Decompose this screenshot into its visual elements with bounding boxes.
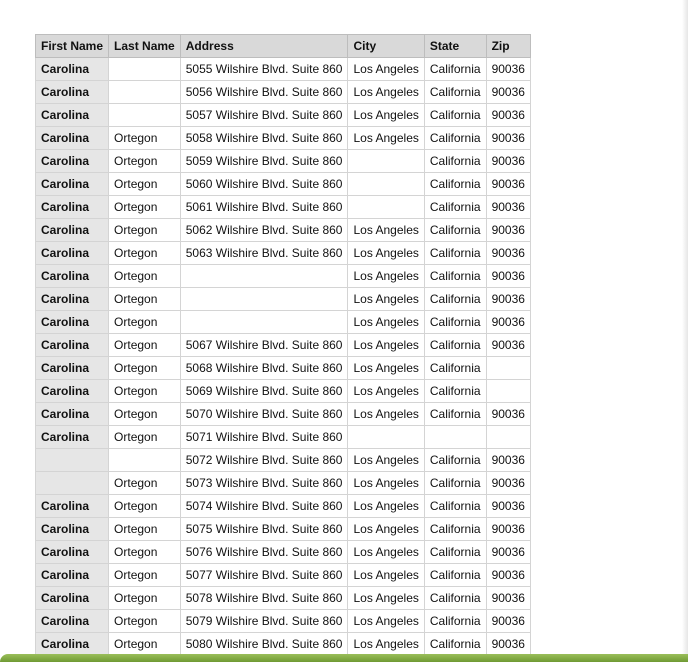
window-edge-shadow xyxy=(682,0,688,662)
last-name-cell[interactable]: Ortegon xyxy=(109,288,181,311)
address-cell[interactable]: 5072 Wilshire Blvd. Suite 860 xyxy=(180,449,348,472)
last-name-cell[interactable]: Ortegon xyxy=(109,196,181,219)
zip-cell[interactable] xyxy=(486,380,530,403)
last-name-cell[interactable] xyxy=(109,449,181,472)
table-row xyxy=(36,610,531,633)
first-name-cell[interactable]: Carolina xyxy=(36,610,109,633)
state-cell[interactable]: California xyxy=(424,380,486,403)
city-cell[interactable]: Los Angeles xyxy=(348,58,424,81)
table-body xyxy=(36,58,531,656)
zip-cell[interactable]: 90036 xyxy=(486,334,530,357)
last-name-cell[interactable]: Ortegon xyxy=(109,495,181,518)
city-cell[interactable]: Los Angeles xyxy=(348,288,424,311)
table-row xyxy=(36,518,531,541)
state-cell[interactable]: California xyxy=(424,587,486,610)
last-name-cell[interactable]: Ortegon xyxy=(109,610,181,633)
last-name-cell[interactable]: Ortegon xyxy=(109,518,181,541)
address-cell[interactable]: 5055 Wilshire Blvd. Suite 860 xyxy=(180,58,348,81)
table-row xyxy=(36,58,531,81)
city-cell[interactable]: Los Angeles xyxy=(348,495,424,518)
zip-cell[interactable]: 90036 xyxy=(486,196,530,219)
header-city[interactable]: City xyxy=(348,35,424,58)
first-name-cell[interactable]: Carolina xyxy=(36,633,109,656)
last-name-cell[interactable] xyxy=(109,104,181,127)
first-name-cell[interactable]: Carolina xyxy=(36,219,109,242)
zip-cell[interactable]: 90036 xyxy=(486,472,530,495)
state-cell[interactable]: California xyxy=(424,311,486,334)
address-cell[interactable]: 5076 Wilshire Blvd. Suite 860 xyxy=(180,541,348,564)
city-cell[interactable]: Los Angeles xyxy=(348,380,424,403)
zip-cell[interactable]: 90036 xyxy=(486,564,530,587)
table-row xyxy=(36,219,531,242)
first-name-cell[interactable]: Carolina xyxy=(36,311,109,334)
last-name-cell[interactable]: Ortegon xyxy=(109,334,181,357)
zip-cell[interactable]: 90036 xyxy=(486,311,530,334)
first-name-cell[interactable]: Carolina xyxy=(36,288,109,311)
address-cell[interactable] xyxy=(180,265,348,288)
city-cell[interactable]: Los Angeles xyxy=(348,334,424,357)
last-name-cell[interactable]: Ortegon xyxy=(109,403,181,426)
last-name-cell[interactable]: Ortegon xyxy=(109,311,181,334)
address-cell[interactable]: 5074 Wilshire Blvd. Suite 860 xyxy=(180,495,348,518)
table-row xyxy=(36,173,531,196)
last-name-cell[interactable]: Ortegon xyxy=(109,265,181,288)
header-first-name[interactable]: First Name xyxy=(36,35,109,58)
city-cell[interactable]: Los Angeles xyxy=(348,219,424,242)
zip-cell[interactable]: 90036 xyxy=(486,104,530,127)
address-cell[interactable]: 5079 Wilshire Blvd. Suite 860 xyxy=(180,610,348,633)
state-cell[interactable]: California xyxy=(424,449,486,472)
zip-cell[interactable]: 90036 xyxy=(486,518,530,541)
city-cell[interactable]: Los Angeles xyxy=(348,104,424,127)
city-cell[interactable]: Los Angeles xyxy=(348,81,424,104)
last-name-cell[interactable]: Ortegon xyxy=(109,541,181,564)
first-name-cell[interactable] xyxy=(36,449,109,472)
city-cell[interactable]: Los Angeles xyxy=(348,449,424,472)
zip-cell[interactable]: 90036 xyxy=(486,219,530,242)
state-cell[interactable]: California xyxy=(424,518,486,541)
state-cell[interactable]: California xyxy=(424,610,486,633)
address-cell[interactable]: 5075 Wilshire Blvd. Suite 860 xyxy=(180,518,348,541)
zip-cell[interactable]: 90036 xyxy=(486,81,530,104)
zip-cell[interactable]: 90036 xyxy=(486,288,530,311)
table-row xyxy=(36,357,531,380)
first-name-cell[interactable]: Carolina xyxy=(36,173,109,196)
last-name-cell[interactable]: Ortegon xyxy=(109,357,181,380)
state-cell[interactable]: California xyxy=(424,633,486,656)
table-row xyxy=(36,472,531,495)
zip-cell[interactable] xyxy=(486,426,530,449)
last-name-cell[interactable]: Ortegon xyxy=(109,633,181,656)
state-cell[interactable]: California xyxy=(424,104,486,127)
first-name-cell[interactable]: Carolina xyxy=(36,58,109,81)
address-cell[interactable]: 5058 Wilshire Blvd. Suite 860 xyxy=(180,127,348,150)
state-cell[interactable]: California xyxy=(424,472,486,495)
last-name-cell[interactable]: Ortegon xyxy=(109,564,181,587)
last-name-cell[interactable] xyxy=(109,81,181,104)
city-cell[interactable]: Los Angeles xyxy=(348,610,424,633)
state-cell[interactable]: California xyxy=(424,242,486,265)
first-name-cell[interactable]: Carolina xyxy=(36,426,109,449)
state-cell[interactable]: California xyxy=(424,288,486,311)
table-row xyxy=(36,426,531,449)
table-row xyxy=(36,334,531,357)
first-name-cell[interactable]: Carolina xyxy=(36,334,109,357)
table-row xyxy=(36,150,531,173)
table-row xyxy=(36,403,531,426)
first-name-cell[interactable]: Carolina xyxy=(36,81,109,104)
city-cell[interactable]: Los Angeles xyxy=(348,587,424,610)
city-cell[interactable]: Los Angeles xyxy=(348,633,424,656)
last-name-cell[interactable]: Ortegon xyxy=(109,380,181,403)
zip-cell[interactable]: 90036 xyxy=(486,587,530,610)
state-cell[interactable]: California xyxy=(424,564,486,587)
table-row xyxy=(36,242,531,265)
city-cell[interactable] xyxy=(348,150,424,173)
header-address[interactable]: Address xyxy=(180,35,348,58)
city-cell[interactable]: Los Angeles xyxy=(348,265,424,288)
state-cell[interactable]: California xyxy=(424,403,486,426)
address-cell[interactable]: 5067 Wilshire Blvd. Suite 860 xyxy=(180,334,348,357)
last-name-cell[interactable] xyxy=(109,58,181,81)
table-row xyxy=(36,541,531,564)
address-cell[interactable] xyxy=(180,288,348,311)
address-cell[interactable]: 5057 Wilshire Blvd. Suite 860 xyxy=(180,104,348,127)
table-row xyxy=(36,127,531,150)
first-name-cell[interactable] xyxy=(36,472,109,495)
city-cell[interactable]: Los Angeles xyxy=(348,311,424,334)
address-cell[interactable]: 5070 Wilshire Blvd. Suite 860 xyxy=(180,403,348,426)
last-name-cell[interactable]: Ortegon xyxy=(109,150,181,173)
state-cell[interactable]: California xyxy=(424,196,486,219)
state-cell[interactable]: California xyxy=(424,150,486,173)
address-cell[interactable]: 5077 Wilshire Blvd. Suite 860 xyxy=(180,564,348,587)
city-cell[interactable] xyxy=(348,426,424,449)
address-cell[interactable]: 5061 Wilshire Blvd. Suite 860 xyxy=(180,196,348,219)
first-name-cell[interactable]: Carolina xyxy=(36,518,109,541)
last-name-cell[interactable]: Ortegon xyxy=(109,127,181,150)
first-name-cell[interactable]: Carolina xyxy=(36,587,109,610)
address-cell[interactable]: 5062 Wilshire Blvd. Suite 860 xyxy=(180,219,348,242)
table-row xyxy=(36,587,531,610)
table-row xyxy=(36,265,531,288)
header-state[interactable]: State xyxy=(424,35,486,58)
first-name-cell[interactable]: Carolina xyxy=(36,196,109,219)
address-cell[interactable]: 5060 Wilshire Blvd. Suite 860 xyxy=(180,173,348,196)
last-name-cell[interactable]: Ortegon xyxy=(109,472,181,495)
first-name-cell[interactable]: Carolina xyxy=(36,564,109,587)
first-name-cell[interactable]: Carolina xyxy=(36,265,109,288)
first-name-cell[interactable]: Carolina xyxy=(36,495,109,518)
zip-cell[interactable]: 90036 xyxy=(486,173,530,196)
city-cell[interactable] xyxy=(348,173,424,196)
first-name-cell[interactable]: Carolina xyxy=(36,150,109,173)
state-cell[interactable]: California xyxy=(424,58,486,81)
city-cell[interactable]: Los Angeles xyxy=(348,541,424,564)
table-row xyxy=(36,633,531,656)
first-name-cell[interactable]: Carolina xyxy=(36,104,109,127)
address-cell[interactable] xyxy=(180,311,348,334)
city-cell[interactable]: Los Angeles xyxy=(348,127,424,150)
city-cell[interactable]: Los Angeles xyxy=(348,518,424,541)
address-cell[interactable]: 5063 Wilshire Blvd. Suite 860 xyxy=(180,242,348,265)
first-name-cell[interactable]: Carolina xyxy=(36,242,109,265)
state-cell[interactable]: California xyxy=(424,541,486,564)
city-cell[interactable]: Los Angeles xyxy=(348,472,424,495)
table-row xyxy=(36,196,531,219)
zip-cell[interactable]: 90036 xyxy=(486,58,530,81)
address-cell[interactable]: 5073 Wilshire Blvd. Suite 860 xyxy=(180,472,348,495)
address-cell[interactable]: 5078 Wilshire Blvd. Suite 860 xyxy=(180,587,348,610)
desktop-background-strip xyxy=(0,654,688,662)
state-cell[interactable]: California xyxy=(424,265,486,288)
zip-cell[interactable]: 90036 xyxy=(486,449,530,472)
first-name-cell[interactable]: Carolina xyxy=(36,541,109,564)
table-row xyxy=(36,311,531,334)
table-row xyxy=(36,495,531,518)
last-name-cell[interactable]: Ortegon xyxy=(109,173,181,196)
state-cell[interactable]: California xyxy=(424,173,486,196)
table-row xyxy=(36,564,531,587)
state-cell[interactable] xyxy=(424,426,486,449)
address-cell[interactable]: 5056 Wilshire Blvd. Suite 860 xyxy=(180,81,348,104)
header-row xyxy=(36,35,531,58)
zip-cell[interactable]: 90036 xyxy=(486,610,530,633)
zip-cell[interactable]: 90036 xyxy=(486,541,530,564)
first-name-cell[interactable]: Carolina xyxy=(36,403,109,426)
table-row xyxy=(36,449,531,472)
address-cell[interactable]: 5068 Wilshire Blvd. Suite 860 xyxy=(180,357,348,380)
header-zip[interactable]: Zip xyxy=(486,35,530,58)
last-name-cell[interactable]: Ortegon xyxy=(109,219,181,242)
first-name-cell[interactable]: Carolina xyxy=(36,380,109,403)
zip-cell[interactable]: 90036 xyxy=(486,495,530,518)
header-last-name[interactable]: Last Name xyxy=(109,35,181,58)
last-name-cell[interactable]: Ortegon xyxy=(109,426,181,449)
address-cell[interactable]: 5071 Wilshire Blvd. Suite 860 xyxy=(180,426,348,449)
address-cell[interactable]: 5059 Wilshire Blvd. Suite 860 xyxy=(180,150,348,173)
state-cell[interactable]: California xyxy=(424,334,486,357)
table-row xyxy=(36,288,531,311)
city-cell[interactable]: Los Angeles xyxy=(348,242,424,265)
state-cell[interactable]: California xyxy=(424,81,486,104)
address-cell[interactable]: 5080 Wilshire Blvd. Suite 860 xyxy=(180,633,348,656)
city-cell[interactable] xyxy=(348,196,424,219)
zip-cell[interactable]: 90036 xyxy=(486,633,530,656)
table-row xyxy=(36,380,531,403)
state-cell[interactable]: California xyxy=(424,127,486,150)
city-cell[interactable]: Los Angeles xyxy=(348,403,424,426)
zip-cell[interactable] xyxy=(486,357,530,380)
last-name-cell[interactable]: Ortegon xyxy=(109,242,181,265)
state-cell[interactable]: California xyxy=(424,219,486,242)
last-name-cell[interactable]: Ortegon xyxy=(109,587,181,610)
contacts-table xyxy=(35,34,531,656)
state-cell[interactable]: California xyxy=(424,357,486,380)
zip-cell[interactable]: 90036 xyxy=(486,150,530,173)
state-cell[interactable]: California xyxy=(424,495,486,518)
zip-cell[interactable]: 90036 xyxy=(486,127,530,150)
zip-cell[interactable]: 90036 xyxy=(486,265,530,288)
city-cell[interactable]: Los Angeles xyxy=(348,564,424,587)
table-row xyxy=(36,104,531,127)
zip-cell[interactable]: 90036 xyxy=(486,242,530,265)
zip-cell[interactable]: 90036 xyxy=(486,403,530,426)
city-cell[interactable]: Los Angeles xyxy=(348,357,424,380)
first-name-cell[interactable]: Carolina xyxy=(36,357,109,380)
first-name-cell[interactable]: Carolina xyxy=(36,127,109,150)
address-cell[interactable]: 5069 Wilshire Blvd. Suite 860 xyxy=(180,380,348,403)
table-row xyxy=(36,81,531,104)
